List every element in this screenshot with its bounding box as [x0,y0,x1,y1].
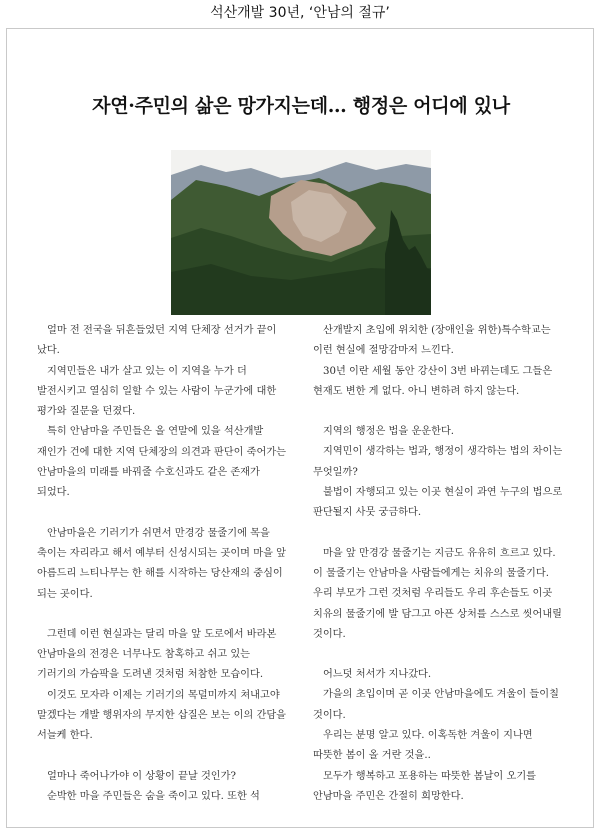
paragraph: 특히 안남마을 주민들은 올 연말에 있을 석산개발 재인가 건에 대한 지역 단체장의 의견과 판단이 죽어가는 안남마을의 미래를 바꿔줄 수호신과도 같은 존재가 되었다. [37,426,287,499]
paragraph: 30년 이란 세월 동안 강산이 3번 바뀌는데도 그들은 현재도 변한 게 없다. 아니 변하려 하지 않는다. [313,365,553,397]
paragraph: 이것도 모자라 이제는 기러기의 목덜미까지 쳐내고야 말겠다는 개발 행위자의 무지한 삽질은 보는 이의 간담을 서늘케 한다. [37,689,287,742]
article-frame [6,28,594,828]
paragraph: 그런데 이런 현실과는 달리 마을 앞 도로에서 바라본 안남마을의 전경은 너무나도 참혹하고 쉬고 있는 기러기의 가슴팍을 도려낸 것처럼 처참한 모습이다. [37,628,277,681]
paragraph: 어느덧 처서가 지나갔다. [323,669,432,681]
paragraph: 얼마 전 전국을 뒤흔들었던 지역 단체장 선거가 끝이 났다. [37,325,277,357]
paragraph: 마을 앞 만경강 물줄기는 지금도 유유히 흐르고 있다. 이 물줄기는 안남마을 사람들에게는 치유의 물줄기다. 우리 부모가 그런 것처럼 우리들도 우리 후손들도 이곳 치유의 물줄기에 발 담그고 아픈 상처를 스스로 씻어내릴 것이다. [313,547,563,640]
mountain-quarry-photo [171,150,431,315]
paragraph: 가을의 초입이며 곧 이곳 안남마을에도 겨울이 들이칠 것이다. [313,689,559,721]
paragraph: 안남마을은 기러기가 쉬면서 만경강 물줄기에 목을 축이는 자리라고 해서 예부터 신성시되는 곳이며 마을 앞 아름드리 느티나무는 한 해를 시작하는 당산재의 중심이 되는 곳이다. [37,527,287,600]
paragraph: 우리는 분명 알고 있다. 이혹독한 겨울이 지나면 따뜻한 봄이 올 거란 것을.. [313,730,533,762]
series-title: 석산개발 30년, ‘안남의 절규’ [210,5,390,21]
paragraph: 얼마나 죽어나가야 이 상황이 끝날 것인가? [47,770,236,782]
paragraph: 지역민이 생각하는 법과, 행정이 생각하는 법의 차이는 무엇일까? [313,446,563,478]
paragraph: 순박한 마을 주민들은 숨을 죽이고 있다. 또한 석 [47,790,260,802]
paragraph: 지역민들은 내가 살고 있는 이 지역을 누가 더 발전시키고 열심히 일할 수 있는 사람이 누군가에 대한 평가와 질문을 던졌다. [37,365,277,418]
right-column [313,321,563,807]
paragraph: 산개발지 초입에 위치한 (장애인을 위한)특수학교는 이런 현실에 절망감마저 느낀다. [313,325,551,357]
paragraph: 모두가 행복하고 포용하는 따뜻한 봄날이 오기를 안남마을 주민은 간절히 희망한다. [313,770,537,802]
paragraph: 불법이 자행되고 있는 이곳 현실이 과연 누구의 법으로 판단될지 사뭇 궁금하다. [313,487,563,519]
paragraph: 지역의 행정은 법을 운운한다. [323,426,455,438]
headline: 자연·주민의 삶은 망가지는데… 행정은 어디에 있나 [92,95,510,117]
left-column [37,321,287,807]
